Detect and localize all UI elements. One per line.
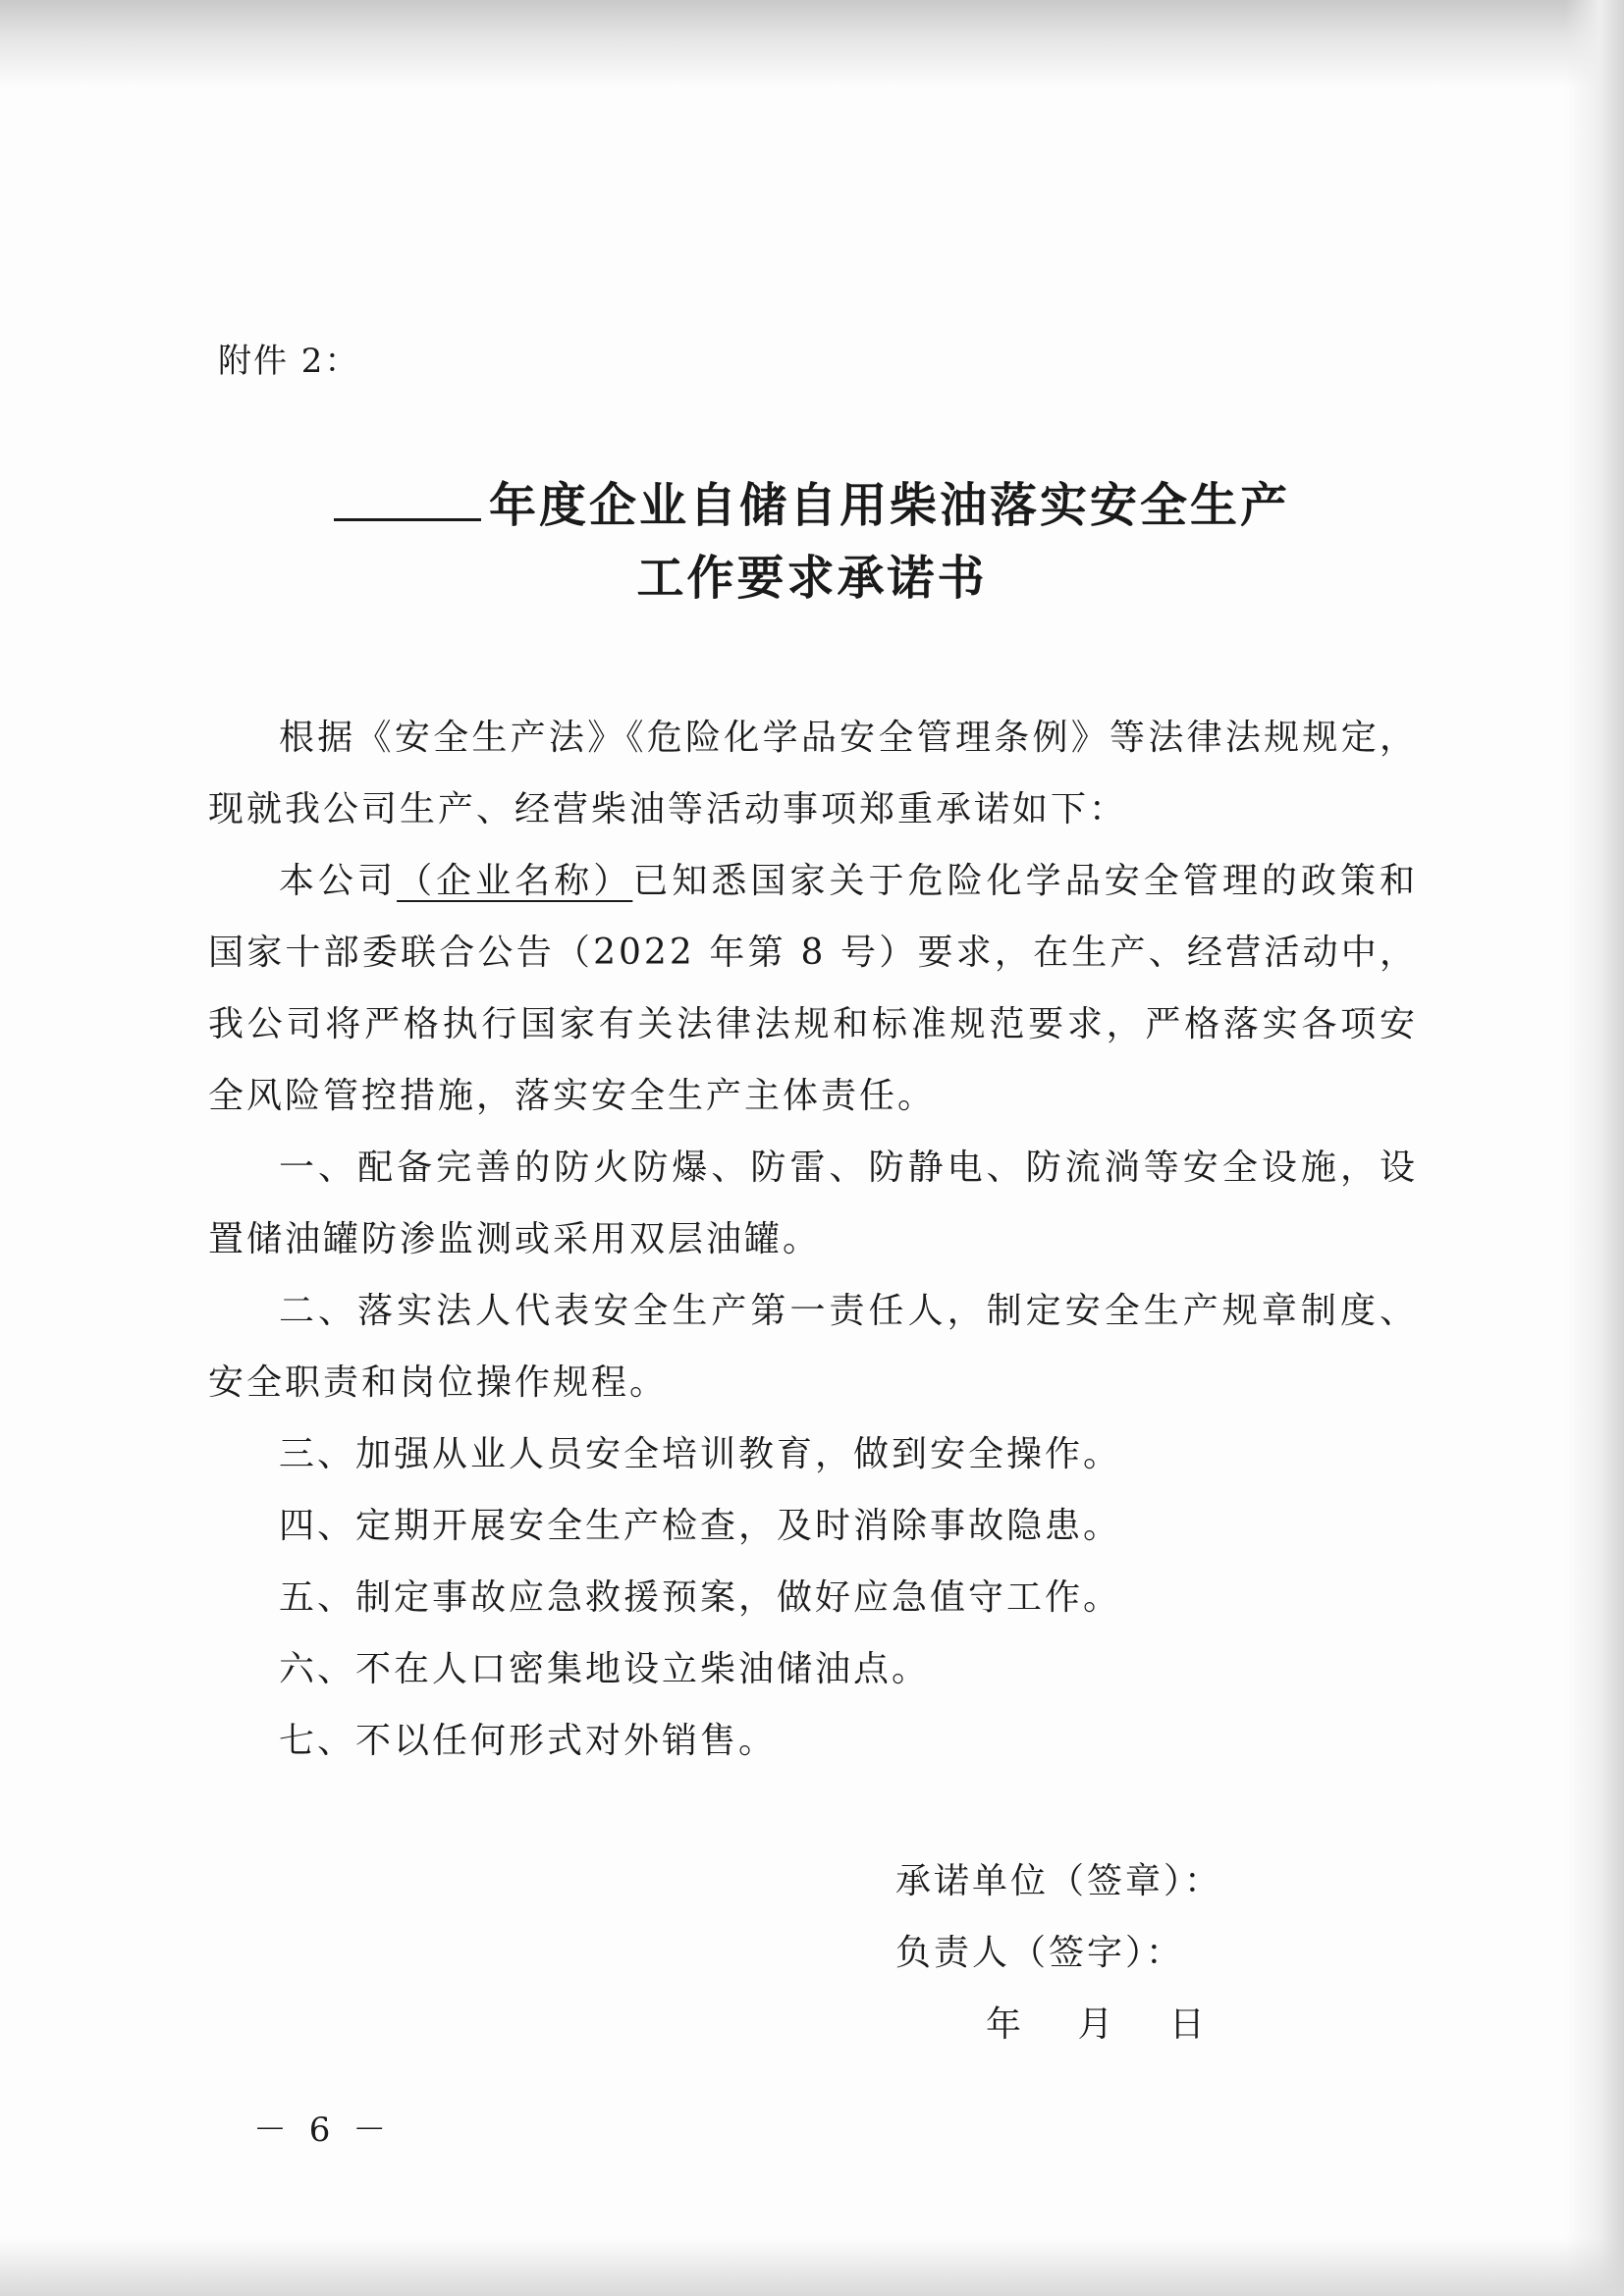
commitment-text: 已知悉国家关于危险化学品安全管理的政策和国家十部委联合公告（2022 年第 8 号）要求，在生产、经营活动中，我公司将严格执行国家有关法律法规和标准规范要求，严格落实各项安全风险管控措施，落实安全生产主体责任。 (208, 861, 1418, 1116)
title-line-2: 工作要求承诺书 (636, 551, 988, 606)
intro-paragraph: 根据《安全生产法》《危险化学品安全管理条例》等法律法规规定，现就我公司生产、经营柴油等活动事项郑重承诺如下： (208, 718, 1418, 829)
signature-person: 负责人（签字）： (895, 1933, 1185, 1973)
document-body (208, 702, 1418, 1777)
scan-shadow-top (0, 0, 1624, 88)
year-blank (334, 479, 481, 521)
scan-shadow-right (1565, 0, 1624, 2296)
attachment-label: 附件 2： (218, 342, 360, 381)
title-line-1 (0, 469, 1624, 542)
signature-block (895, 1845, 1222, 2060)
company-name-field: （企业名称） (397, 861, 633, 901)
commitment-item-3: 三、加强从业人员安全培训教育，做到安全操作。 (279, 1434, 1122, 1474)
document-title (0, 469, 1624, 614)
commitment-paragraph (208, 845, 1418, 1132)
commitment-item-4: 四、定期开展安全生产检查，及时消除事故隐患。 (279, 1506, 1122, 1546)
scan-shadow-bottom (0, 2237, 1624, 2296)
signature-unit: 承诺单位（签章）： (895, 1861, 1223, 1901)
commitment-item-7: 七、不以任何形式对外销售。 (279, 1721, 778, 1761)
commitment-item-2: 二、落实法人代表安全生产第一责任人，制定安全生产规章制度、安全职责和岗位操作规程。 (208, 1291, 1418, 1403)
commitment-prefix: 本公司 (279, 861, 398, 901)
signature-date: 年 月 日 (986, 2004, 1208, 2045)
commitment-item-1: 一、配备完善的防火防爆、防雷、防静电、防流淌等安全设施，设置储油罐防渗监测或采用双层油罐。 (208, 1148, 1418, 1259)
commitment-item-5: 五、制定事故应急救援预案，做好应急值守工作。 (279, 1577, 1122, 1618)
page-number: － 6 － (253, 2110, 393, 2150)
title-line-1-text: 年度企业自储自用柴油落实安全生产 (488, 478, 1290, 533)
commitment-item-6: 六、不在人口密集地设立柴油储油点。 (279, 1649, 931, 1689)
